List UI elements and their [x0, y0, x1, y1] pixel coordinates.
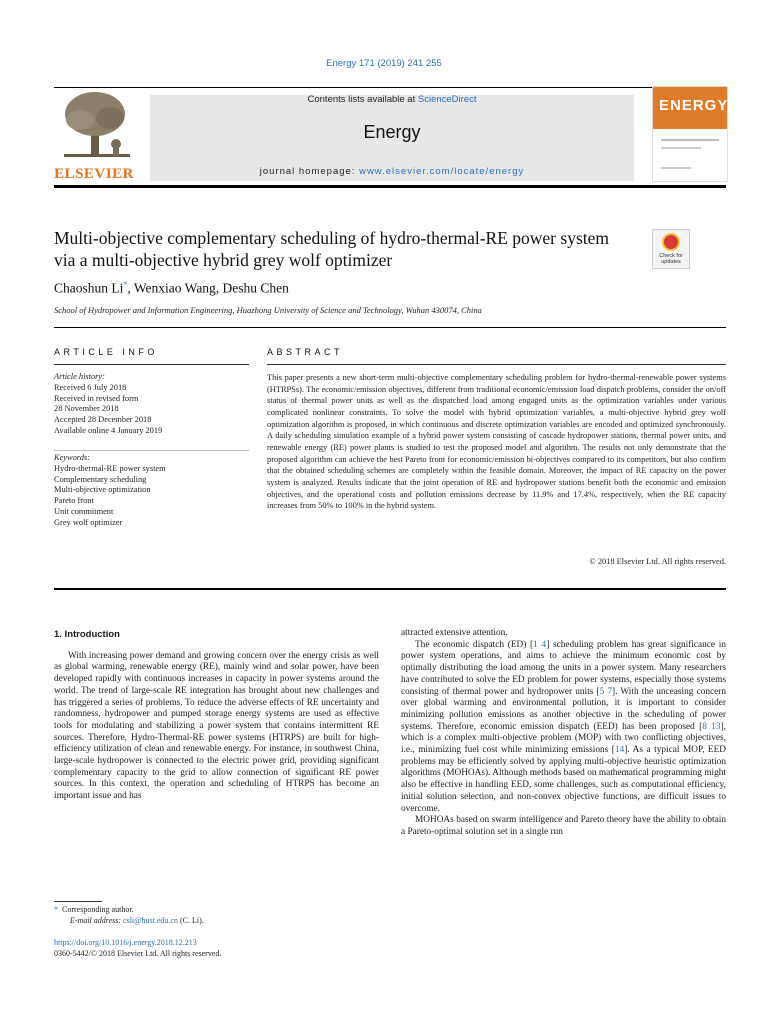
paragraph-text: ]. As a typical MOP, EED problems may be efficiently solved by applying multi-objective heuristic optimization algorithms (MOHOAs). Although methods based on mathematical programming might also be effective in handling EED, some challenges, such as computational efficiency, initial solution selection, and non-convex objective functions, are difficult issues to overcome.: [401, 745, 726, 814]
journal-cover-thumbnail[interactable]: [652, 86, 728, 182]
body-paragraph: With increasing power demand and growing concern over the energy crisis as well as global warming, renewable energy (RE), mainly wind and solar power, have been developed rapidly with continuous increases in capacity in power systems around the world. The trend of large-scale RE integration has brought about new challenges and has triggered a series of problems. To reduce the adverse effects of RE uncertainty and randomness, hydropower and pumped storage energy systems are used as effective tools for modulating and stabilizing a power system that contains intermittent RE sources. Therefore, Hydro-Thermal-RE power systems (HTRPS) are built for high-efficiency utilization of clean and renewable energy. For instance, in southwest China, large-scale hydropower is connected to the electric power grid, providing significant complementary capacity to the grid to allow connection of significant RE power sources. In this context, the operation and scheduling of HTRPS has become an important issue and has: [54, 650, 379, 802]
abstract-rule: [267, 364, 726, 365]
citation-link[interactable]: 1 4: [533, 639, 547, 650]
paragraph-text: ] scheduling problem has great significance in power system operations, and aims to achieve the minimum economic cost by optimally distributing the load among the units in a power system. Many researchers have contributed to solve the ED problem for power systems, especially those systems consisting of thermal power and hydropower units [: [401, 639, 727, 697]
check-updates-icon: [662, 233, 680, 251]
corresponding-label: Corresponding author.: [62, 905, 134, 914]
article-title: Multi-objective complementary scheduling of hydro-thermal-RE power system via a multi-objective hybrid grey wolf optimizer: [54, 228, 609, 270]
section-divider: [54, 327, 726, 328]
body-paragraph: attracted extensive attention.: [401, 628, 508, 638]
history-item: Accepted 28 December 2018: [54, 415, 152, 425]
paragraph-text: ]. With the unceasing concern over global warming and environmental pollution, it is important to consider minimizing pollution emissions as another objective in the scheduling of power systems. Therefore, economic emission dispatch (EED) has been proposed [: [401, 686, 726, 732]
homepage-label: journal homepage:: [259, 166, 360, 177]
author-names: , Wenxiao Wang, Deshu Chen: [127, 280, 289, 296]
sciencedirect-link[interactable]: ScienceDirect: [417, 94, 477, 105]
author-list: [54, 280, 289, 297]
journal-homepage-line: [150, 166, 634, 177]
journal-citation[interactable]: Energy 171 (2019) 241 255: [326, 58, 442, 69]
body-paragraph: MOHOAs based on swarm intelligence and Pareto theory have the ability to obtain a Pareto-optimal solution set in a single run: [401, 815, 726, 837]
check-updates-label: Check for updates: [659, 253, 683, 265]
history-item: Received 6 July 2018: [54, 382, 127, 392]
paragraph-text: ], which is a complex multi-objective problem (MOP) with two conflicting objectives, i.e., minimizing fuel cost while minimizing emissions [: [401, 721, 726, 756]
article-info-rule: [54, 364, 249, 365]
corresponding-author-note: [54, 904, 204, 915]
elsevier-wordmark: ELSEVIER: [54, 166, 134, 182]
cover-line: [661, 139, 719, 141]
citation-link[interactable]: 5 7: [599, 686, 613, 697]
issn-copyright: 0360-5442/© 2018 Elsevier Ltd. All rights reserved.: [54, 948, 222, 958]
history-item: 28 November 2018: [54, 404, 119, 414]
article-info-heading: ARTICLE INFO: [54, 347, 158, 357]
body-column-left: [54, 629, 379, 803]
homepage-link[interactable]: www.elsevier.com/locate/energy: [359, 166, 525, 177]
doi-link[interactable]: https://doi.org/10.1016/j.energy.2018.12.213: [54, 938, 197, 947]
keyword: Grey wolf optimizer: [54, 517, 123, 527]
history-item: Received in revised form: [54, 393, 139, 403]
abstract-copyright: © 2018 Elsevier Ltd. All rights reserved.: [589, 557, 726, 566]
history-item: Available online 4 January 2019: [54, 425, 163, 435]
cover-line: [661, 147, 701, 149]
cover-line: [661, 167, 691, 169]
email-label: E-mail address:: [70, 916, 124, 925]
doi-block: [54, 938, 221, 959]
corresponding-footnote: [54, 904, 204, 926]
email-link[interactable]: csli@hust.edu.cn: [123, 916, 178, 925]
contents-line: [150, 94, 634, 105]
email-suffix: (C. Li).: [177, 916, 204, 925]
footnote-rule: [54, 901, 102, 902]
keyword: Hydro-thermal-RE power system: [54, 463, 166, 473]
footnote-mark: *: [54, 905, 58, 914]
article-history: [54, 372, 254, 437]
abstract-heading: ABSTRACT: [267, 347, 344, 357]
header-top-rule: [54, 87, 726, 88]
body-paragraph: [401, 640, 726, 816]
author-name[interactable]: Chaoshun Li: [54, 280, 124, 296]
check-for-updates-badge[interactable]: [652, 229, 690, 269]
keywords-list: [54, 453, 254, 529]
affiliation: School of Hydropower and Information Engineering, Huazhong University of Science and Technology, Wuhan 430074, China: [54, 305, 482, 315]
abstract-end-rule: [54, 588, 726, 590]
keyword: Unit commitment: [54, 506, 114, 516]
section-heading-introduction: 1. Introduction: [54, 629, 120, 640]
citation-link[interactable]: 8 13: [702, 721, 721, 732]
keywords-rule: [54, 450, 249, 451]
header-bottom-rule: [54, 185, 726, 188]
email-note: [54, 915, 204, 926]
keyword: Multi-objective optimization: [54, 485, 151, 495]
keyword: Complementary scheduling: [54, 474, 147, 484]
corresponding-mark[interactable]: *: [123, 280, 128, 289]
history-label: Article history:: [54, 372, 105, 381]
contents-prefix: Contents lists available at: [307, 94, 418, 105]
journal-name: Energy: [363, 122, 421, 142]
cover-title: ENERGY: [659, 97, 729, 114]
abstract-body: This paper presents a new short-term multi-objective complementary scheduling problem for hydro-thermal-renewable power systems (HTRPSs). The economic/emission objectives, different from traditional economic/emission load dispatch problems, consider the on/off status of thermal power units as well as the dispatched load among engaged units as the optimization variables under various complicated nonlinear constraints. To solve the model with hybrid optimization variables, a multi-objective hybrid grey wolf optimization algorithm is proposed, in which continuous and discrete optimization variables are encoded and optimized synchronously. A daily scheduling simulation example of a hybrid power system consisting of cascade hydropower stations, thermal power units, and renewable energy (RE) power plants is studied to test the proposed model and algorithm. The results not only demonstrate that the proposed algorithm can achieve the best Pareto front for economic/emission bi-objectives compared to its competitors, but also confirm that the obtained scheduling schemes are completely within the feasible domain. Moreover, the impact of RE capacity on the power system is analyzed. Results indicate that the joint operation of RE and hydropower stations benefit both the economic and emission objectives, and the operational costs and pollution emissions decrease by 11.9% and 17.4%, respectively, when the RE capacity increases from 50% to 100% in the hybrid system.: [267, 373, 726, 511]
paragraph-text: The economic dispatch (ED) [: [415, 639, 534, 650]
keyword: Pareto front: [54, 496, 94, 506]
keywords-label: Keywords:: [54, 453, 90, 462]
body-column-right: [401, 628, 726, 839]
citation-link[interactable]: 14: [614, 745, 625, 756]
